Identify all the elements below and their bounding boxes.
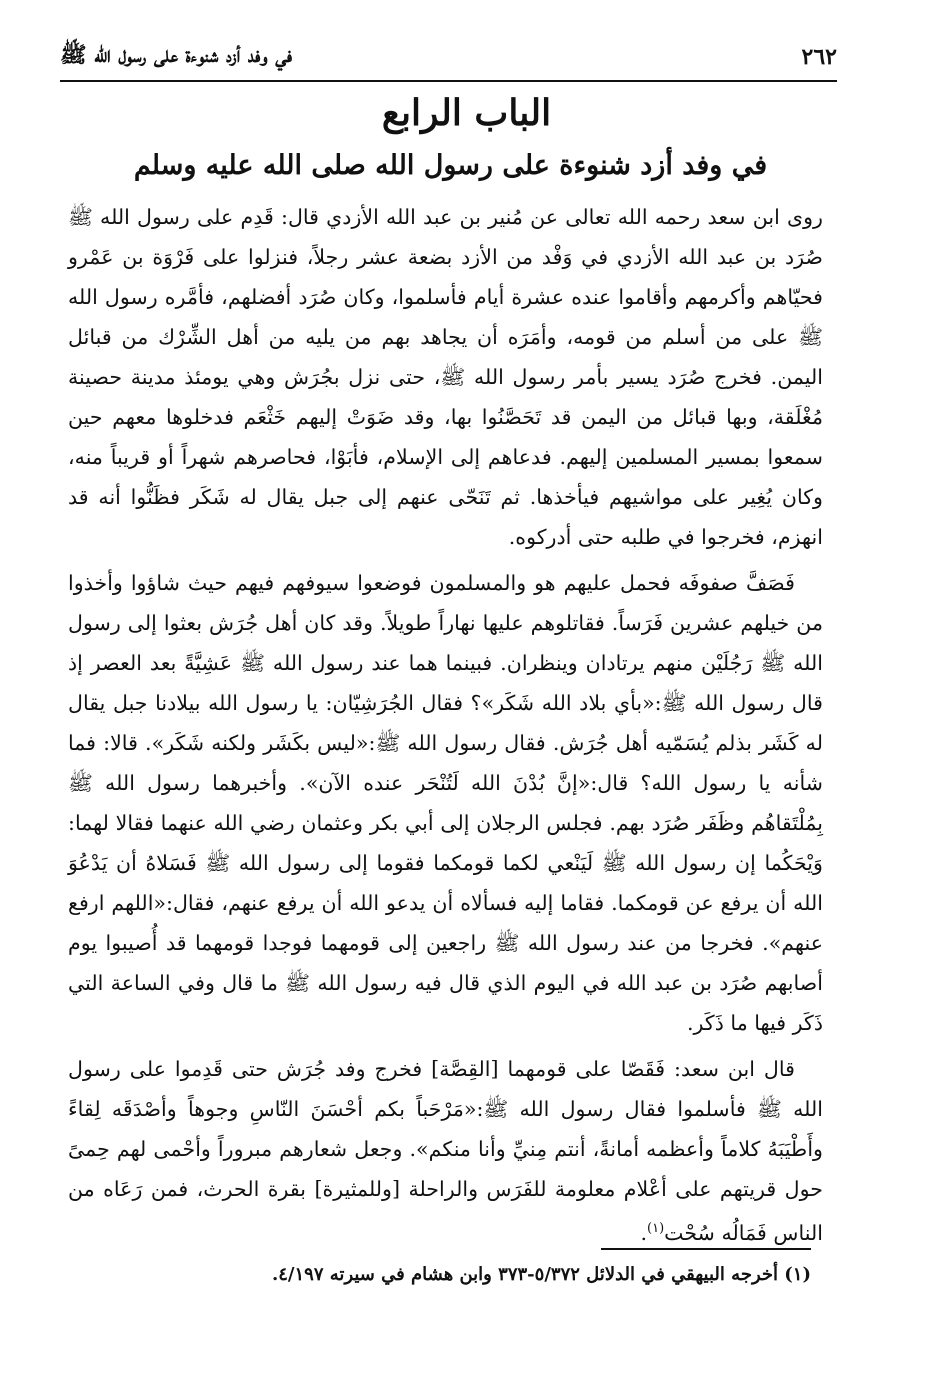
footnote: (١) أخرجه البيهقي في الدلائل ٥/٣٧٢-٣٧٣ وابن هشام في سيرته ٤/١٩٧. — [271, 1264, 811, 1285]
paragraph-3: قال ابن سعد: فَقَصّا على قومهما [القِصَّة] فخرج وفد جُرَش حتى قَدِموا على رسول الله ﷺ فأسلموا فقال رسول الله ﷺ:«مَرْحَباً بكم أحْسَنَ النّاسِ وجوهاً وأصْدَقَه لِقاءً وأَطْيَبَهُ كلاماً وأعظمه أمانةً، أنتم مِنيِّ وأنا منكم». وجعل شعارهم مبروراً وأحْمى لهم حِمىً حول قريتهم على أعْلام معلومة للفَرَس والراحلة [وللمثيرة] بقرة الحرث، فمن رَعَاه من الناس فَمَالُه سُحْت$^{(١)}$. — [68, 1057, 823, 1245]
paragraph-3-text: قال ابن سعد: فَقَصّا على قومهما [القِصَّة] فخرج وفد جُرَش حتى قَدِموا على رسول الله ﷺ فأسلموا فقال رسول الله ﷺ:«مَرْحَباً بكم أحْسَنَ النّاسِ وجوهاً وأصْدَقَه لِقاءً وأَطْيَبَهُ كلاماً وأعظمه أمانةً، أنتم مِنيِّ وأنا منكم». وجعل شعارهم مبروراً وأحْمى لهم حِمىً حول قريتهم على أعْلام معلومة للفَرَس والراحلة [وللمثيرة] بقرة الحرث، فمن رَعَاه من الناس فَمَالُه سُحْت — [68, 1057, 823, 1245]
running-title: في وفد أزد شنوءة على رسول الله ﷺ — [60, 42, 293, 68]
footnote-divider — [601, 1248, 811, 1250]
page-number: ٢٦٢ — [801, 44, 837, 70]
footnote-marker: (١) — [647, 1221, 665, 1236]
chapter-subtitle: في وفد أزد شنوءة على رسول الله صلى الله عليه وسلم — [133, 150, 768, 181]
paragraph-2: فَصَفَّ صفوفَه فحمل عليهم هو والمسلمون فوضعوا سيوفهم فيهم حيث شاؤوا وأخذوا من خيلهم عشرين فَرَساً. فقاتلوهم عليها نهاراً طويلاً. وقد كان أهل جُرَش بعثوا إلى رسول الله ﷺ رَجُلَيْن منهم يرتادان وينظران. فبينما هما عند رسول الله ﷺ عَشِيَّةً بعد العصر إذ قال رسول الله ﷺ:«بأي بلاد الله شَكَر»؟ فقال الجُرَشِيّان: يا رسول الله بيلادنا جبل يقال له كَشَر بذلم يُسَمّيه أهل جُرَش. فقال رسول الله ﷺ:«ليس بكَشَر ولكنه شَكَر». قالا: فما شأنه يا رسول الله؟ قال:«إنَّ بُدْنَ الله لَتُنْحَر عنده الآن». وأخبرهما رسول الله ﷺ بِمُلْتَقاهُم وظَفَر صُرَد بهم. فجلس الرجلان إلى أبي بكر وعثمان رضي الله عنهما فقالا لهما: وَيْحَكُما إن رسول الله ﷺ لَيَنْعي لكما قومكما فقوما إلى رسول الله ﷺ فَسَلاهُ أن يَدْعُوَ الله أن يرفع عن قومكما. فقاما إليه فسألاه أن يدعو الله أن يرفع عنهم، فقال:«اللهم ارفع عنهم». فخرجا من عند رسول الله ﷺ راجعين إلى قومهما فوجدا قومهما قد أُصيبوا يوم أصابهم صُرَد بن عبد الله في اليوم الذي قال فيه رسول الله ﷺ ما قال وفي الساعة التي ذَكَر فيها ما ذَكَر. — [68, 571, 824, 1035]
running-header — [60, 34, 837, 82]
paragraph-1: روى ابن سعد رحمه الله تعالى عن مُنير بن عبد الله الأزدي قال: قَدِم على رسول الله ﷺ صُرَد بن عبد الله الأزدي في وَفْد من الأزد بضعة عشر رجلاً، فنزلوا على فَرْوَة بن عَمْرو فحيّاهم وأكرمهم وأقاموا عنده عشرة أيام فأسلموا، وكان صُرَد أفضلهم، فأمَّره رسول الله ﷺ على من أسلم من قومه، وأمَرَه أن يجاهد بهم من يليه من أهل الشِّرْك من قبائل اليمن. فخرج صُرَد يسير بأمر رسول الله ﷺ، حتى نزل بجُرَش وهي يومئذ مدينة حصينة مُغْلَقة، وبها قبائل من اليمن قد تَحَصَّنُوا بها، وقد ضَوَتْ إليهم خَثْعَم فدخلوها معهم حين سمعوا بمسير المسلمين إليهم. فدعاهم إلى الإسلام، فأبَوْا، فحاصرهم شهراً أو قريباً منه، وكان يُغِير على مواشيهم فيأخذها. ثم تَنَحّى عنهم إلى جبل يقال له شَكَر فظَنُّوا أنه قد انهزم، فخرجوا في طلبه حتى أدركوه. — [68, 205, 823, 549]
body-text — [68, 197, 823, 1259]
chapter-title: الباب الرابع — [381, 92, 552, 134]
